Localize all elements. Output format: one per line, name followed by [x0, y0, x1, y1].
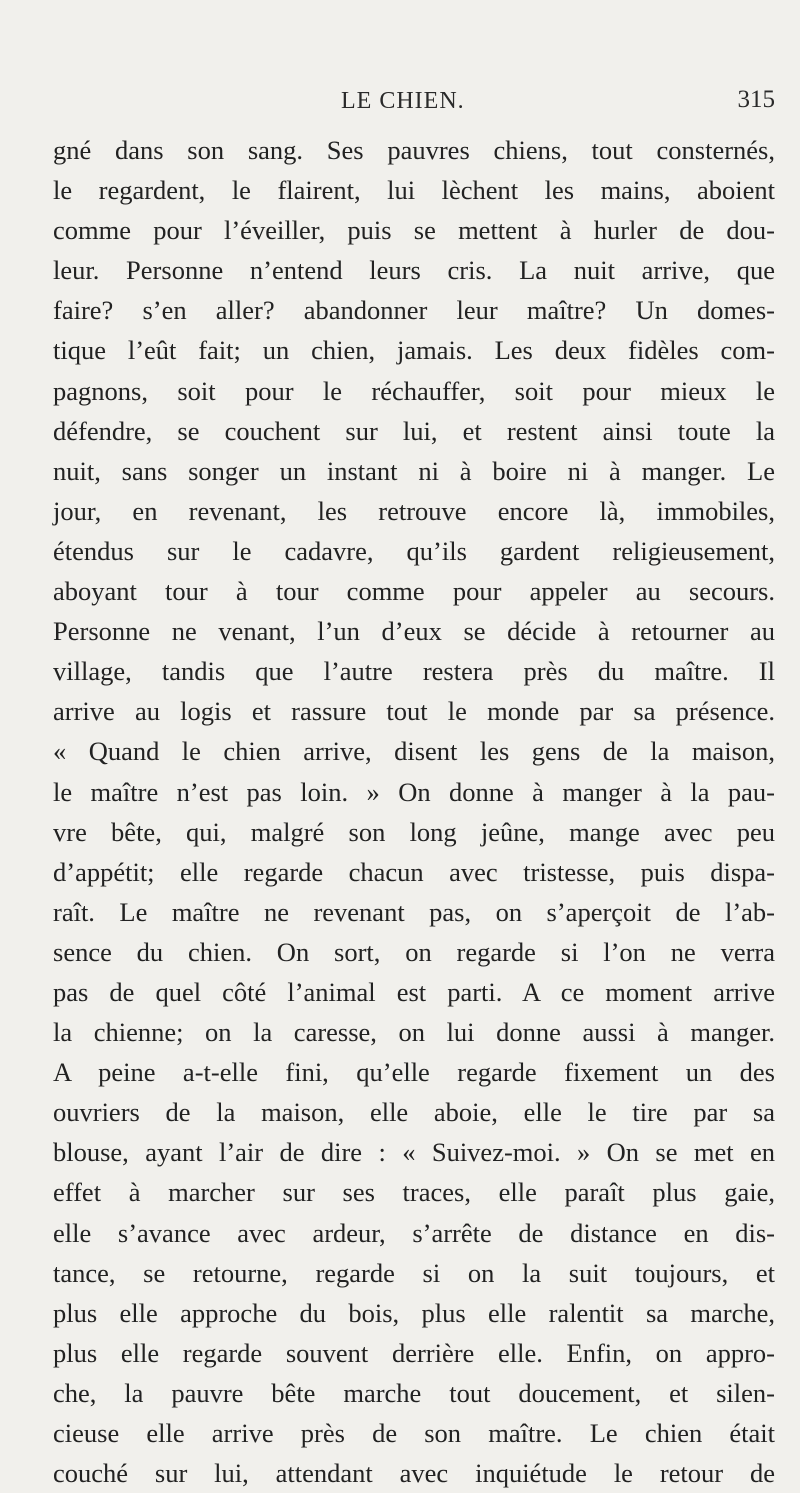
text-line: défendre, se couchent sur lui, et restent ainsi toute la	[53, 415, 775, 446]
text-line: tance, se retourne, regarde si on la suit toujours, et	[53, 1257, 775, 1288]
text-line: le maître n’est pas loin. » On donne à manger à la pau-	[53, 776, 775, 807]
text-line: d’appétit; elle regarde chacun avec tristesse, puis dispa-	[53, 856, 775, 887]
text-line: che, la pauvre bête marche tout doucement, et silen-	[53, 1377, 775, 1408]
text-line: pagnons, soit pour le réchauffer, soit pour mieux le	[53, 375, 775, 406]
text-line: couché sur lui, attendant avec inquiétude le retour de	[53, 1458, 775, 1489]
text-line: blouse, ayant l’air de dire : « Suivez-moi. » On se met en	[53, 1137, 775, 1168]
text-line: gné dans son sang. Ses pauvres chiens, tout consternés,	[53, 135, 775, 165]
text-line: plus elle approche du bois, plus elle ralentit sa marche,	[53, 1297, 775, 1328]
text-line: village, tandis que l’autre restera près du maître. Il	[53, 656, 775, 687]
text-line: elle s’avance avec ardeur, s’arrête de distance en dis-	[53, 1217, 775, 1248]
text-line: pas de quel côté l’animal est parti. A ce moment arrive	[53, 976, 775, 1007]
text-line: sence du chien. On sort, on regarde si l’on ne verra	[53, 936, 775, 967]
text-line: arrive au logis et rassure tout le monde par sa présence.	[53, 696, 775, 727]
page-number: 315	[737, 86, 775, 113]
text-line: la chienne; on la caresse, on lui donne aussi à manger.	[53, 1017, 775, 1048]
text-line: jour, en revenant, les retrouve encore là, immobiles,	[53, 495, 775, 526]
text-line: faire? s’en aller? abandonner leur maître? Un domes-	[53, 295, 775, 326]
text-line: raît. Le maître ne revenant pas, on s’aperçoit de l’ab-	[53, 896, 775, 927]
text-line: étendus sur le cadavre, qu’ils gardent religieusement,	[53, 535, 775, 566]
text-line: tique l’eût fait; un chien, jamais. Les deux fidèles com-	[53, 335, 775, 366]
running-title: LE CHIEN.	[341, 88, 465, 114]
text-line: « Quand le chien arrive, disent les gens de la maison,	[53, 736, 775, 767]
running-head	[53, 86, 775, 120]
text-line: nuit, sans songer un instant ni à boire ni à manger. Le	[53, 455, 775, 486]
text-line: comme pour l’éveiller, puis se mettent à hurler de dou-	[53, 215, 775, 246]
text-line: ouvriers de la maison, elle aboie, elle le tire par sa	[53, 1097, 775, 1128]
text-line: effet à marcher sur ses traces, elle paraît plus gaie,	[53, 1177, 775, 1208]
text-line: plus elle regarde souvent derrière elle. Enfin, on appro-	[53, 1337, 775, 1368]
text-line: cieuse elle arrive près de son maître. Le chien était	[53, 1418, 775, 1448]
body-text	[53, 130, 775, 1493]
text-line: Personne ne venant, l’un d’eux se décide à retourner au	[53, 616, 775, 647]
text-line: vre bête, qui, malgré son long jeûne, mange avec peu	[53, 816, 775, 847]
text-line: le regardent, le flairent, lui lèchent les mains, aboient	[53, 175, 775, 206]
text-line: A peine a-t-elle fini, qu’elle regarde fixement un des	[53, 1057, 775, 1088]
text-line: leur. Personne n’entend leurs cris. La nuit arrive, que	[53, 255, 775, 286]
text-line: aboyant tour à tour comme pour appeler au secours.	[53, 576, 775, 607]
